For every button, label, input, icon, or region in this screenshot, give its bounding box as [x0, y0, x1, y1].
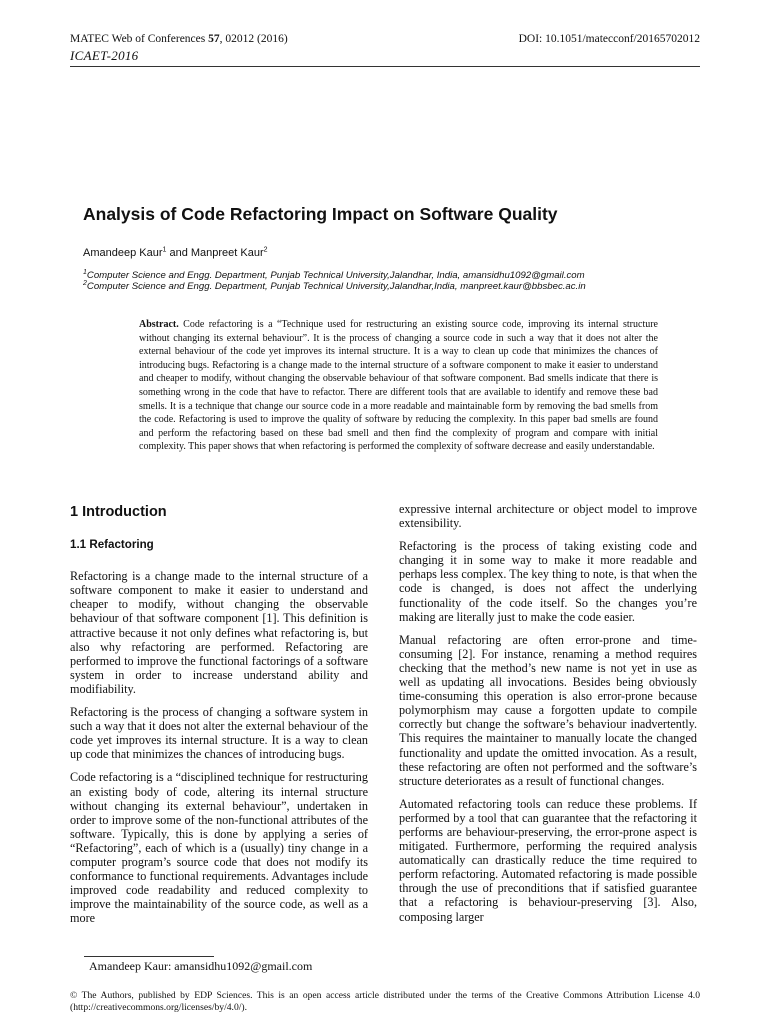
license-notice: © The Authors, published by EDP Sciences. This is an open access article distributed under the terms of the Creative Commons Attribution License 4.0 (http://creativecommons.org/licenses/by/4.0/). — [70, 990, 700, 1014]
paper-title: Analysis of Code Refactoring Impact on Software Quality — [83, 204, 558, 224]
affiliation-mark: 1 — [83, 268, 87, 276]
author-name: and Manpreet Kaur — [166, 247, 264, 259]
footnote-divider — [84, 956, 214, 957]
body-paragraph: Manual refactoring are often error-prone and time-consuming [2]. For instance, renaming a method requires checking that the method’s new name is not yet in use as well as updating all invocations. Besides being obviously time-consuming this operation is also error-prone because polymorphism may cause a forgotten update to compile correctly but change the software’s behaviour inadvertently. This requires the maintainer to manually locate the changed functionality and update the omitted invocation. As a result, these refactoring are often not performed and the software’s structure deteriorates as a result of functional changes. — [399, 632, 697, 788]
body-paragraph: Code refactoring is a “disciplined technique for restructuring an existing body of code, altering its internal structure without changing its external behaviour”, undertaken in order to improve some of the non-functional attributes of the software. Typically, this is done by applying a series of “Refactoring”, each of which is a (usually) tiny change in a computer program’s source code that does not modify its conformance to functional requirements. Advantages include improved code readability and reduced complexity to improve the maintainability of the source code, as well as a more — [70, 770, 368, 926]
body-paragraph: Refactoring is the process of changing a software system in such a way that it does not alter the external behaviour of the code yet improves its internal structure. It is a way to clean up code that minimizes the chances of introducing bugs. — [70, 705, 368, 762]
body-paragraph: Automated refactoring tools can reduce these problems. If performed by a tool that can guarantee that the refactoring it performs are behaviour-preserving, the error-prone aspect is mitigated. Furthermore, performing the required analysis automatically can drastically reduce the time required to perform refactoring. Automated refactoring is made possible through the use of preconditions that if satisfied guarantee that a refactoring is behaviour-preserving [3]. Also, composing larger — [399, 796, 697, 924]
conference-tag: ICAET-2016 — [70, 48, 139, 63]
corresponding-author-footnote: Amandeep Kaur: amansidhu1092@gmail.com — [89, 959, 313, 973]
issue-info: , 02012 (2016) — [219, 33, 288, 45]
left-column — [70, 502, 368, 934]
header-divider — [70, 66, 700, 67]
right-column — [399, 502, 697, 933]
affiliation-line — [83, 270, 586, 281]
subsection-heading-refactoring: 1.1 Refactoring — [70, 538, 154, 552]
journal-citation — [70, 33, 288, 45]
affiliation-text: Computer Science and Engg. Department, Punjab Technical University,Jalandhar,India, manpreet.kaur@bbsbec.ac.in — [86, 281, 586, 292]
body-paragraph: expressive internal architecture or object model to improve extensibility. — [399, 502, 697, 531]
author-affiliation-mark: 2 — [263, 246, 268, 254]
author-list — [83, 247, 268, 259]
affiliation-list — [83, 270, 586, 292]
author-name: Amandeep Kaur — [83, 247, 163, 259]
section-heading-introduction: 1 Introduction — [70, 504, 167, 520]
author-affiliation-mark: 1 — [162, 246, 167, 254]
abstract-label: Abstract. — [139, 319, 179, 330]
journal-prefix: MATEC Web of Conferences — [70, 33, 209, 45]
body-paragraph: Refactoring is the process of taking existing code and changing it in some way to make it more readable and perhaps less complex. The key thing to note, is that when the code is changed, is does not affect the underlying functionality of the code itself. So the changes you’re making are literally just to make the code easier. — [399, 539, 697, 624]
volume-number: 57 — [208, 33, 220, 45]
body-paragraph: Refactoring is a change made to the internal structure of a software component to make it easier to understand and cheaper to modify, without changing the observable behaviour of that software component [1]. This definition is attractive because it not only defines what refactoring is, but also why refactoring are performed. Refactoring are performed to improve the functional factorings of a software system in order to increase understand ability and modifiability. — [70, 569, 368, 696]
affiliation-text: Computer Science and Engg. Department, Punjab Technical University,Jalandhar, India, amansidhu1092@gmail.com — [86, 270, 585, 281]
affiliation-mark: 2 — [83, 279, 87, 287]
abstract-text: Code refactoring is a “Technique used for restructuring an existing source code, improving its internal structure without changing its external behaviour”. It is the process of changing a source code in such a way that it does not alter the external behaviour of the code yet improves its internal structure. It is a way to clean up code that minimizes the chances of introducing bugs. Refactoring is a change made to the internal structure of a software component to make it easier to understand and cheaper to modify, without changing the observable behaviour of that software component. Bad smells indicate that there is something wrong in the code that have to refactor. There are different tools that are available to identify and remove these bad smells. It is a technique that change our source code in a more readable and maintainable form by removing the bad smells from the code. Refactoring is used to improve the quality of software by reducing the complexity. In this paper bad smells are found and perform the refactoring based on these bad smell and then find the complexity of program and compare with initial complexity. This paper shows that when refactoring is performed the complexity of software decrease and easily understandable. — [139, 319, 658, 453]
abstract — [139, 318, 658, 454]
affiliation-line — [83, 281, 586, 292]
doi-link[interactable]: DOI: 10.1051/matecconf/20165702012 — [518, 33, 700, 45]
